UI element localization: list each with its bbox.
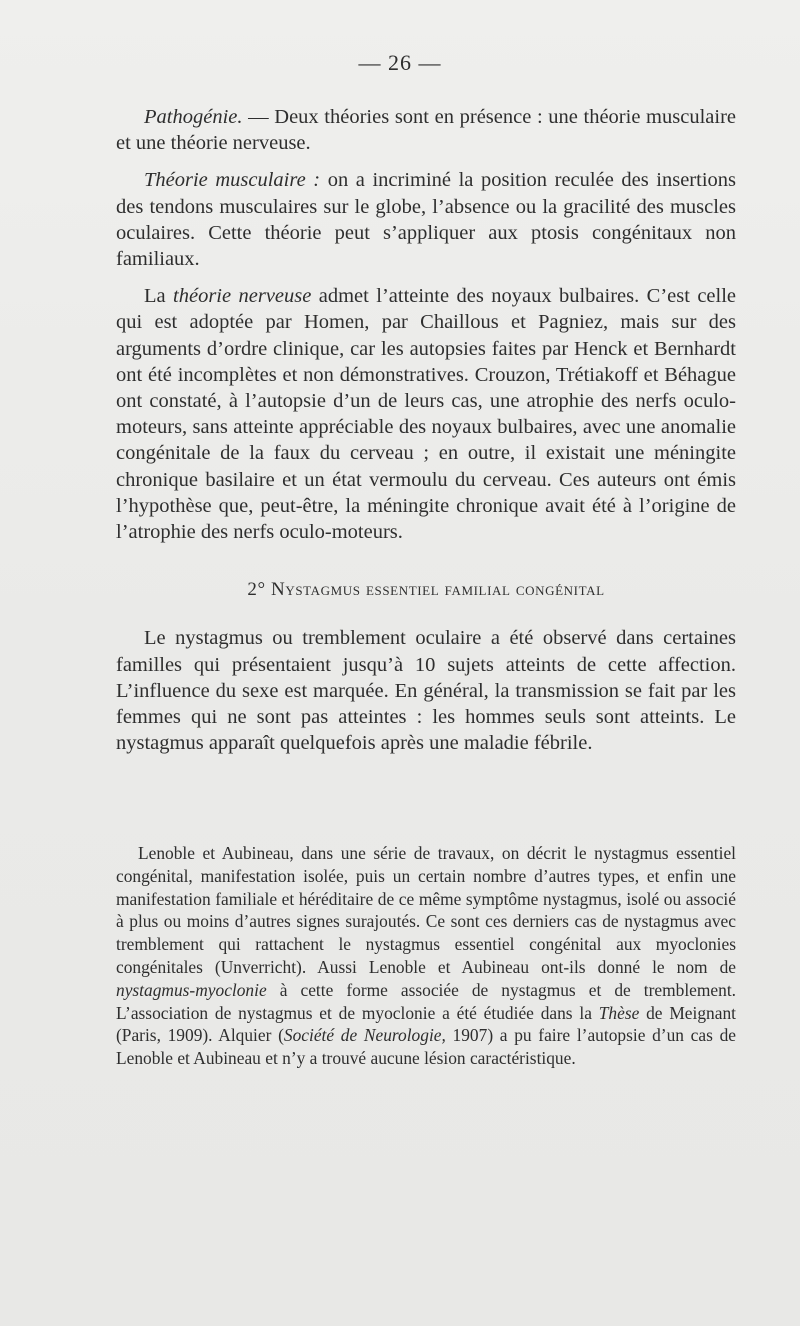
run-italic: nystagmus-myoclonie	[116, 979, 267, 1000]
run-text: Lenoble et Aubineau, dans une série de travaux, on décrit le nystagmus essentiel congénital, manifestation isolée, puis un certain nombre d’autres types, et enfin une manifestation familiale et héréditaire de ce même symptôme nystagmus, isolé ou associé à plus ou moins d’autres signes surajoutés. Ce sont ces derniers cas de nystagmus avec tremblement qui rattachent le nystagmus essentiel congénital aux myoclonies congénitales (Unverricht). Aussi Lenoble et Aubineau ont-ils donné le nom de	[116, 843, 736, 977]
paragraph-pathogenie	[116, 104, 736, 156]
run-heading: Théorie musculaire :	[144, 169, 321, 192]
section-title: Nystagmus essentiel familial congénital	[271, 579, 605, 601]
run-text: de Meignant (Paris, 1909). Alquier (	[116, 1002, 736, 1046]
run-heading: Pathogénie.	[144, 106, 243, 128]
run-italic: Thèse	[598, 1002, 640, 1023]
paragraph-nystagmus	[116, 625, 736, 756]
run-italic: Société de Neurologie,	[283, 1025, 446, 1046]
run-text: admet l’atteinte des noyaux bulbaires. C’est celle qui est adoptée par Homen, par Chaillous et Pagniez, mais sur des arguments d’ordre clinique, car les autopsies faites par Henck et Bernhardt ont été incomplètes et non démonstratives. Crouzon, Trétiakoff et Béhague ont constaté, à l’autopsie d’un de leurs cas, une atrophie des nerfs oculo-moteurs, sans atteinte appréciable des noyaux bulbaires, avec une anomalie congénitale de la faux du cerveau ; en outre, il existait une méningite chronique basilaire et un état vermoulu du cerveau. Ces auteurs ont émis l’hypothèse que, peut-être, la méningite chronique avait été à l’origine de l’atrophie des nerfs oculo-moteurs.	[116, 285, 737, 544]
section-number: 2°	[247, 579, 266, 601]
paragraph-lenoble-aubineau	[116, 842, 736, 1070]
run-text: on a incriminé la position reculée des insertions des tendons musculaires sur le globe, l’absence ou la gracilité des muscles oculaires. Cette théorie peut s’appliquer aux ptosis congénitaux non familiaux.	[116, 169, 736, 271]
run-text: — Deux théories sont en présence : une théorie musculaire et une théorie nerveuse.	[116, 106, 736, 155]
main-text	[116, 104, 736, 756]
section-heading	[116, 577, 736, 603]
run-text: La	[144, 285, 174, 308]
run-heading: théorie nerveuse	[173, 285, 312, 308]
run-text: 1907) a pu faire l’autopsie d’un cas de Lenoble et Aubineau et n’y a trouvé aucune lésion caractéristique.	[116, 1025, 736, 1069]
small-print-text	[116, 842, 736, 1070]
paragraph-theorie-musculaire	[116, 167, 736, 272]
paragraph-theorie-nerveuse	[116, 283, 736, 545]
run-text: Le nystagmus ou tremblement oculaire a été observé dans certaines familles qui présentaient jusqu’à 10 sujets atteints de cette affection. L’influence du sexe est marquée. En général, la transmission se fait par les femmes qui ne sont pas atteintes : les hommes seuls sont atteints. Le nystagmus apparaît quelquefois après une maladie fébrile.	[116, 627, 736, 755]
run-text: à cette forme associée de nystagmus et de tremblement. L’association de nystagmus et de myoclonie a été étudiée dans la	[116, 979, 736, 1023]
page-number: — 26 —	[358, 50, 442, 75]
